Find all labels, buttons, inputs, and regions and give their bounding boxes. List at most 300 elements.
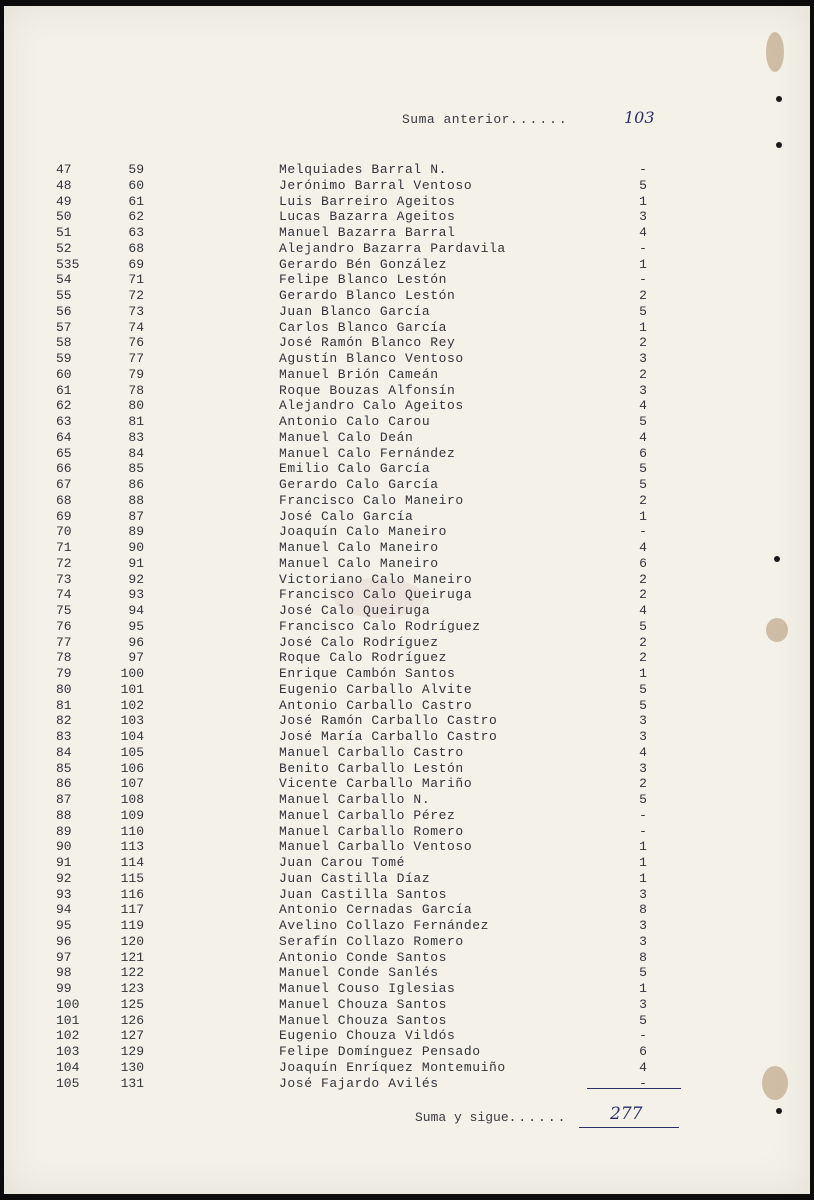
registry-number: 60 <box>128 177 144 193</box>
person-name: Manuel Chouza Santos <box>279 996 448 1012</box>
list-item <box>4 965 810 981</box>
registry-number: 114 <box>120 855 144 870</box>
person-name: Manuel Carballo Ventoso <box>279 839 473 855</box>
list-item <box>4 1013 810 1029</box>
row-value: - <box>639 807 647 823</box>
list-item <box>4 729 810 745</box>
person-name: Juan Castilla Santos <box>279 886 448 902</box>
row-index: 50 <box>56 209 72 225</box>
row-index: 105 <box>56 1075 80 1091</box>
list-item <box>4 477 810 493</box>
row-value: 4 <box>639 744 647 760</box>
list-item <box>4 335 810 351</box>
list-item <box>4 635 810 651</box>
registry-number: 68 <box>128 240 144 256</box>
list-item <box>4 871 810 887</box>
row-value: - <box>639 823 647 839</box>
person-name: Lucas Bazarra Ageitos <box>279 209 456 225</box>
person-name: Francisco Calo Rodríguez <box>279 618 481 634</box>
person-name: Joaquín Calo Maneiro <box>279 524 448 540</box>
entry-list <box>4 162 810 1091</box>
row-value: - <box>639 272 647 288</box>
row-index: 98 <box>56 965 72 981</box>
list-item <box>4 430 810 446</box>
list-item <box>4 902 810 918</box>
registry-number: 120 <box>120 933 144 949</box>
row-index: 101 <box>56 1012 80 1028</box>
row-value: 2 <box>639 335 647 351</box>
row-value: 1 <box>639 256 647 272</box>
registry-number: 90 <box>128 540 144 555</box>
row-value: 3 <box>639 996 647 1012</box>
list-item <box>4 855 810 871</box>
row-value: 6 <box>639 445 647 461</box>
row-index: 76 <box>56 618 72 634</box>
list-item <box>4 918 810 934</box>
registry-number: 117 <box>120 902 144 918</box>
previous-sum-value: 103 <box>624 108 655 127</box>
row-index: 60 <box>56 366 72 382</box>
row-index: 86 <box>56 776 72 792</box>
row-value: 3 <box>639 918 647 933</box>
registry-number: 76 <box>128 335 144 351</box>
total-underline <box>579 1127 679 1128</box>
person-name: Juan Blanco García <box>279 303 431 319</box>
row-value: 3 <box>639 209 647 225</box>
row-value: 4 <box>639 540 647 555</box>
row-value: 3 <box>639 760 647 776</box>
list-item <box>4 398 810 414</box>
list-item <box>4 981 810 997</box>
registry-number: 107 <box>120 776 144 792</box>
list-item <box>4 162 810 178</box>
list-item <box>4 776 810 792</box>
registry-number: 130 <box>120 1059 144 1075</box>
list-item <box>4 1060 810 1076</box>
row-index: 74 <box>56 587 72 603</box>
person-name: José Calo Queiruga <box>279 603 431 618</box>
list-item <box>4 619 810 635</box>
row-index: 99 <box>56 981 72 996</box>
list-item <box>4 603 810 619</box>
row-index: 70 <box>56 524 72 540</box>
row-index: 81 <box>56 697 72 713</box>
row-index: 102 <box>56 1028 80 1044</box>
list-item <box>4 572 810 588</box>
row-index: 95 <box>56 918 72 933</box>
row-value: 1 <box>639 981 647 996</box>
row-index: 47 <box>56 162 72 177</box>
row-value: - <box>639 1028 647 1044</box>
punch-hole <box>776 142 782 148</box>
person-name: Roque Calo Rodríguez <box>279 650 448 666</box>
row-index: 104 <box>56 1059 80 1075</box>
person-name: José Calo Rodríguez <box>279 634 439 650</box>
person-name: Manuel Brión Cameán <box>279 366 439 382</box>
registry-number: 89 <box>128 524 144 540</box>
list-item <box>4 887 810 903</box>
person-name: Eugenio Carballo Alvite <box>279 681 473 697</box>
row-index: 62 <box>56 398 72 414</box>
list-item <box>4 304 810 320</box>
row-value: 3 <box>639 713 647 729</box>
list-item <box>4 808 810 824</box>
list-item <box>4 587 810 603</box>
row-value: 5 <box>639 681 647 697</box>
list-item <box>4 1076 810 1092</box>
punch-hole <box>776 1108 782 1114</box>
row-value: - <box>639 162 647 177</box>
row-value: - <box>639 524 647 540</box>
person-name: Emilio Calo García <box>279 461 431 477</box>
row-index: 84 <box>56 744 72 760</box>
row-value: 5 <box>639 965 647 981</box>
row-value: 3 <box>639 886 647 902</box>
row-value: 5 <box>639 1012 647 1028</box>
registry-number: 102 <box>120 697 144 713</box>
row-value: 2 <box>639 492 647 508</box>
registry-number: 95 <box>128 618 144 634</box>
registry-number: 81 <box>128 414 144 429</box>
row-value: 4 <box>639 225 647 240</box>
person-name: Manuel Calo Maneiro <box>279 540 439 555</box>
person-name: José Calo García <box>279 508 414 524</box>
registry-number: 97 <box>128 650 144 666</box>
running-sum-text: Suma y sigue <box>415 1110 509 1125</box>
row-value: 1 <box>639 855 647 870</box>
registry-number: 86 <box>128 477 144 492</box>
row-value: 1 <box>639 870 647 886</box>
row-value: 3 <box>639 382 647 398</box>
person-name: Manuel Couso Iglesias <box>279 981 456 996</box>
list-item <box>4 272 810 288</box>
person-name: Benito Carballo Lestón <box>279 760 464 776</box>
row-value: 8 <box>639 949 647 965</box>
list-item <box>4 761 810 777</box>
registry-number: 105 <box>120 744 144 760</box>
person-name: Eugenio Chouza Vildós <box>279 1028 456 1044</box>
row-index: 73 <box>56 571 72 587</box>
row-index: 63 <box>56 414 72 429</box>
registry-number: 77 <box>128 351 144 366</box>
list-item <box>4 461 810 477</box>
person-name: Manuel Carballo N. <box>279 792 431 807</box>
row-index: 65 <box>56 445 72 461</box>
registry-number: 96 <box>128 634 144 650</box>
list-item <box>4 540 810 556</box>
row-index: 51 <box>56 225 72 240</box>
row-value: 6 <box>639 1044 647 1059</box>
document-page <box>4 6 810 1194</box>
list-item <box>4 950 810 966</box>
registry-number: 83 <box>128 429 144 445</box>
row-value: 1 <box>639 508 647 524</box>
list-item <box>4 351 810 367</box>
row-index: 66 <box>56 461 72 477</box>
row-value: 3 <box>639 933 647 949</box>
leader-dots: ...... <box>509 112 569 127</box>
person-name: Vicente Carballo Mariño <box>279 776 473 792</box>
person-name: Manuel Calo Maneiro <box>279 555 439 571</box>
person-name: Gerardo Calo García <box>279 477 439 492</box>
registry-number: 119 <box>120 918 144 933</box>
row-value: 5 <box>639 414 647 429</box>
row-value: 6 <box>639 555 647 571</box>
registry-number: 115 <box>120 870 144 886</box>
person-name: Antonio Cernadas García <box>279 902 473 918</box>
leader-dots: ...... <box>508 1110 568 1125</box>
row-value: 4 <box>639 603 647 618</box>
registry-number: 103 <box>120 713 144 729</box>
row-index: 93 <box>56 886 72 902</box>
row-value: 1 <box>639 319 647 335</box>
registry-number: 101 <box>120 681 144 697</box>
row-index: 59 <box>56 351 72 366</box>
registry-number: 129 <box>120 1044 144 1059</box>
person-name: Carlos Blanco García <box>279 319 448 335</box>
row-index: 78 <box>56 650 72 666</box>
list-item <box>4 713 810 729</box>
row-index: 96 <box>56 933 72 949</box>
registry-number: 79 <box>128 366 144 382</box>
registry-number: 121 <box>120 949 144 965</box>
row-index: 80 <box>56 681 72 697</box>
person-name: Manuel Calo Deán <box>279 429 414 445</box>
row-index: 535 <box>56 256 80 272</box>
list-item <box>4 698 810 714</box>
registry-number: 131 <box>120 1075 144 1091</box>
row-index: 77 <box>56 634 72 650</box>
row-value: 3 <box>639 729 647 744</box>
row-value: 5 <box>639 792 647 807</box>
registry-number: 125 <box>120 996 144 1012</box>
previous-sum-text: Suma anterior <box>402 112 510 127</box>
person-name: Juan Carou Tomé <box>279 855 406 870</box>
row-value: 5 <box>639 477 647 492</box>
row-index: 90 <box>56 839 72 855</box>
person-name: José Ramón Carballo Castro <box>279 713 498 729</box>
list-item <box>4 257 810 273</box>
registry-number: 73 <box>128 303 144 319</box>
row-value: 1 <box>639 666 647 681</box>
list-item <box>4 1028 810 1044</box>
list-item <box>4 524 810 540</box>
list-item <box>4 178 810 194</box>
person-name: Manuel Calo Fernández <box>279 445 456 461</box>
row-index: 54 <box>56 272 72 288</box>
row-index: 71 <box>56 540 72 555</box>
row-index: 88 <box>56 807 72 823</box>
list-item <box>4 414 810 430</box>
registry-number: 78 <box>128 382 144 398</box>
registry-number: 123 <box>120 981 144 996</box>
registry-number: 122 <box>120 965 144 981</box>
registry-number: 80 <box>128 398 144 414</box>
person-name: Manuel Conde Sanlés <box>279 965 439 981</box>
list-item <box>4 650 810 666</box>
registry-number: 100 <box>120 666 144 681</box>
row-value: 2 <box>639 650 647 666</box>
list-item <box>4 320 810 336</box>
list-item <box>4 792 810 808</box>
list-item <box>4 824 810 840</box>
list-item <box>4 194 810 210</box>
row-value: 2 <box>639 634 647 650</box>
list-item <box>4 209 810 225</box>
row-value: 2 <box>639 288 647 303</box>
sum-rule <box>587 1088 681 1089</box>
person-name: Avelino Collazo Fernández <box>279 918 490 933</box>
row-value: 4 <box>639 429 647 445</box>
row-index: 82 <box>56 713 72 729</box>
list-item <box>4 241 810 257</box>
person-name: Agustín Blanco Ventoso <box>279 351 464 366</box>
list-item <box>4 997 810 1013</box>
registry-number: 59 <box>128 162 144 177</box>
list-item <box>4 509 810 525</box>
registry-number: 113 <box>120 839 144 855</box>
person-name: Enrique Cambón Santos <box>279 666 456 681</box>
person-name: Felipe Blanco Lestón <box>279 272 448 288</box>
person-name: José Fajardo Avilés <box>279 1075 439 1091</box>
row-value: 5 <box>639 461 647 477</box>
person-name: Gerardo Blanco Lestón <box>279 288 456 303</box>
registry-number: 116 <box>120 886 144 902</box>
row-value: 2 <box>639 587 647 603</box>
row-value: - <box>639 1075 647 1091</box>
registry-number: 62 <box>128 209 144 225</box>
list-item <box>4 745 810 761</box>
person-name: Juan Castilla Díaz <box>279 870 431 886</box>
row-index: 56 <box>56 303 72 319</box>
row-index: 68 <box>56 492 72 508</box>
list-item <box>4 367 810 383</box>
registry-number: 127 <box>120 1028 144 1044</box>
person-name: Alejandro Calo Ageitos <box>279 398 464 414</box>
list-item <box>4 383 810 399</box>
person-name: Antonio Calo Carou <box>279 414 431 429</box>
registry-number: 104 <box>120 729 144 744</box>
row-index: 69 <box>56 508 72 524</box>
previous-sum-label <box>402 112 569 127</box>
row-value: 4 <box>639 1059 647 1075</box>
person-name: Antonio Carballo Castro <box>279 697 473 713</box>
row-value: 3 <box>639 351 647 366</box>
row-index: 87 <box>56 792 72 807</box>
registry-number: 88 <box>128 492 144 508</box>
row-index: 48 <box>56 177 72 193</box>
registry-number: 108 <box>120 792 144 807</box>
registry-number: 71 <box>128 272 144 288</box>
row-value: 8 <box>639 902 647 918</box>
registry-number: 92 <box>128 571 144 587</box>
row-index: 97 <box>56 949 72 965</box>
registry-number: 91 <box>128 555 144 571</box>
registry-number: 85 <box>128 461 144 477</box>
row-value: 1 <box>639 193 647 209</box>
row-index: 103 <box>56 1044 80 1059</box>
person-name: Luis Barreiro Ageitos <box>279 193 456 209</box>
registry-number: 106 <box>120 760 144 776</box>
list-item <box>4 446 810 462</box>
person-name: Manuel Chouza Santos <box>279 1012 448 1028</box>
person-name: Manuel Carballo Castro <box>279 744 464 760</box>
row-index: 58 <box>56 335 72 351</box>
registry-number: 126 <box>120 1012 144 1028</box>
row-value: 5 <box>639 303 647 319</box>
list-item <box>4 682 810 698</box>
person-name: Jerónimo Barral Ventoso <box>279 177 473 193</box>
person-name: Gerardo Bén González <box>279 256 448 272</box>
row-index: 83 <box>56 729 72 744</box>
registry-number: 61 <box>128 193 144 209</box>
list-item <box>4 493 810 509</box>
row-index: 57 <box>56 319 72 335</box>
row-index: 85 <box>56 760 72 776</box>
person-name: Joaquín Enríquez Montemuiño <box>279 1059 506 1075</box>
row-value: 5 <box>639 697 647 713</box>
registry-number: 93 <box>128 587 144 603</box>
row-index: 67 <box>56 477 72 492</box>
person-name: Francisco Calo Maneiro <box>279 492 464 508</box>
row-index: 79 <box>56 666 72 681</box>
row-index: 100 <box>56 996 80 1012</box>
person-name: Roque Bouzas Alfonsín <box>279 382 456 398</box>
registry-number: 110 <box>120 823 144 839</box>
running-sum-label <box>415 1110 567 1125</box>
row-index: 61 <box>56 382 72 398</box>
row-index: 64 <box>56 429 72 445</box>
person-name: Alejandro Bazarra Pardavila <box>279 240 506 256</box>
row-index: 72 <box>56 555 72 571</box>
row-index: 52 <box>56 240 72 256</box>
person-name: Felipe Domínguez Pensado <box>279 1044 481 1059</box>
registry-number: 84 <box>128 445 144 461</box>
row-value: - <box>639 240 647 256</box>
row-value: 2 <box>639 776 647 792</box>
punch-hole <box>776 96 782 102</box>
list-item <box>4 288 810 304</box>
row-index: 94 <box>56 902 72 918</box>
registry-number: 94 <box>128 603 144 618</box>
list-item <box>4 1044 810 1060</box>
row-value: 2 <box>639 571 647 587</box>
person-name: Manuel Carballo Romero <box>279 823 464 839</box>
registry-number: 63 <box>128 225 144 240</box>
list-item <box>4 556 810 572</box>
person-name: José María Carballo Castro <box>279 729 498 744</box>
paper-stain <box>766 32 784 72</box>
person-name: Antonio Conde Santos <box>279 949 448 965</box>
row-value: 1 <box>639 839 647 855</box>
person-name: José Ramón Blanco Rey <box>279 335 456 351</box>
list-item <box>4 225 810 241</box>
row-value: 5 <box>639 177 647 193</box>
person-name: Victoriano Calo Maneiro <box>279 571 473 587</box>
registry-number: 72 <box>128 288 144 303</box>
person-name: Manuel Carballo Pérez <box>279 807 456 823</box>
row-index: 91 <box>56 855 72 870</box>
registry-number: 87 <box>128 508 144 524</box>
registry-number: 109 <box>120 807 144 823</box>
row-index: 92 <box>56 870 72 886</box>
list-item <box>4 934 810 950</box>
list-item <box>4 666 810 682</box>
person-name: Melquiades Barral N. <box>279 162 448 177</box>
row-value: 4 <box>639 398 647 414</box>
list-item <box>4 839 810 855</box>
row-index: 55 <box>56 288 72 303</box>
